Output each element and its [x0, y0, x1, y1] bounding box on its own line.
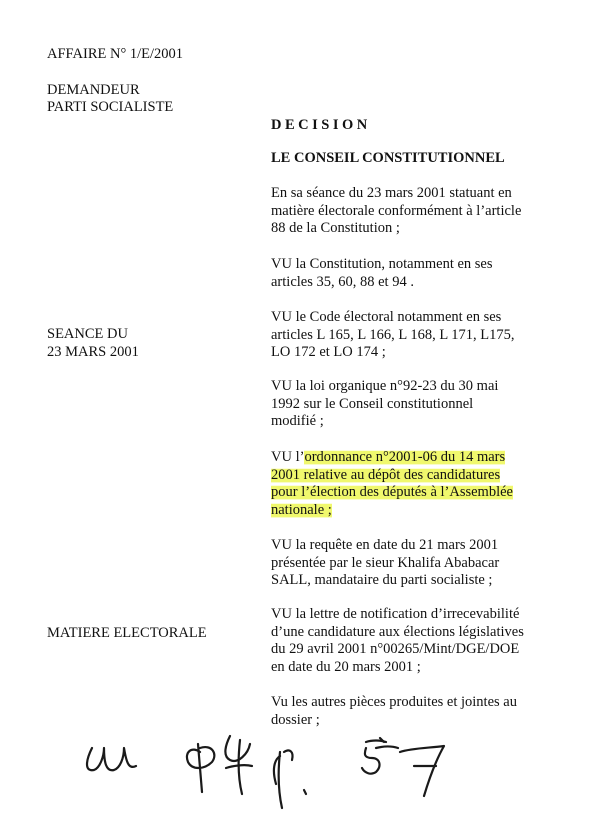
paragraph-notification-letter — [271, 606, 571, 676]
case-number: AFFAIRE N° 1/E/2001 — [47, 46, 184, 62]
text-line — [271, 502, 571, 520]
text-line: Vu les autres pièces produites et jointes au — [271, 694, 517, 710]
text-fragment: VU l’ — [271, 449, 305, 465]
text-line: articles 35, 60, 88 et 94 . — [271, 273, 414, 290]
paragraph-session — [271, 185, 571, 238]
paragraph-constitution — [271, 256, 571, 291]
highlighted-text: 2001 relative au dépôt des candidatures — [271, 466, 501, 483]
paragraph-ordinance — [271, 449, 571, 519]
paragraph-other-documents — [271, 694, 571, 729]
text-line — [271, 484, 571, 502]
text-line: VU la Constitution, notamment en ses — [271, 256, 493, 272]
text-line: VU la loi organique n°92-23 du 30 mai — [271, 378, 499, 394]
handwritten-annotation — [80, 730, 500, 820]
text-line: articles L 165, L 166, L 168, L 171, L175, — [271, 326, 515, 343]
text-line: 1992 sur le Conseil constitutionnel — [271, 395, 474, 412]
applicant-name: PARTI SOCIALISTE — [47, 99, 174, 115]
text-line: VU la requête en date du 21 mars 2001 — [271, 537, 499, 553]
text-line: SALL, mandataire du parti socialiste ; — [271, 572, 493, 588]
text-line — [271, 467, 571, 485]
highlighted-text: nationale ; — [271, 501, 332, 518]
applicant-label: DEMANDEUR — [47, 82, 140, 98]
paragraph-request — [271, 537, 571, 590]
session-date: 23 MARS 2001 — [47, 344, 139, 360]
text-line: présentée par le sieur Khalifa Ababacar — [271, 554, 500, 571]
highlighted-text: pour l’élection des députés à l’Assemblée — [271, 484, 513, 500]
subject-matter: MATIERE ELECTORALE — [47, 625, 207, 641]
highlighted-text: ordonnance n°2001-06 du 14 mars — [304, 449, 506, 465]
text-line: modifié ; — [271, 413, 324, 429]
text-line: En sa séance du 23 mars 2001 statuant en — [271, 185, 512, 201]
paragraph-electoral-code — [271, 309, 571, 362]
council-name: LE CONSEIL CONSTITUTIONNEL — [271, 150, 505, 166]
text-line: 88 de la Constitution ; — [271, 220, 400, 236]
text-line: matière électorale conformément à l’article — [271, 202, 522, 219]
text-line — [271, 449, 571, 467]
text-line: du 29 avril 2001 n°00265/Mint/DGE/DOE — [271, 641, 520, 657]
text-line: VU le Code électoral notamment en ses — [271, 309, 502, 325]
session-label: SEANCE DU — [47, 326, 128, 342]
decision-title: DECISION — [271, 117, 371, 133]
text-line: VU la lettre de notification d’irrecevabilité — [271, 606, 520, 622]
text-line: en date du 20 mars 2001 ; — [271, 658, 421, 675]
text-line: LO 172 et LO 174 ; — [271, 344, 386, 360]
paragraph-organic-law — [271, 378, 571, 431]
text-line: dossier ; — [271, 711, 320, 728]
text-line: d’une candidature aux élections législatives — [271, 623, 524, 640]
